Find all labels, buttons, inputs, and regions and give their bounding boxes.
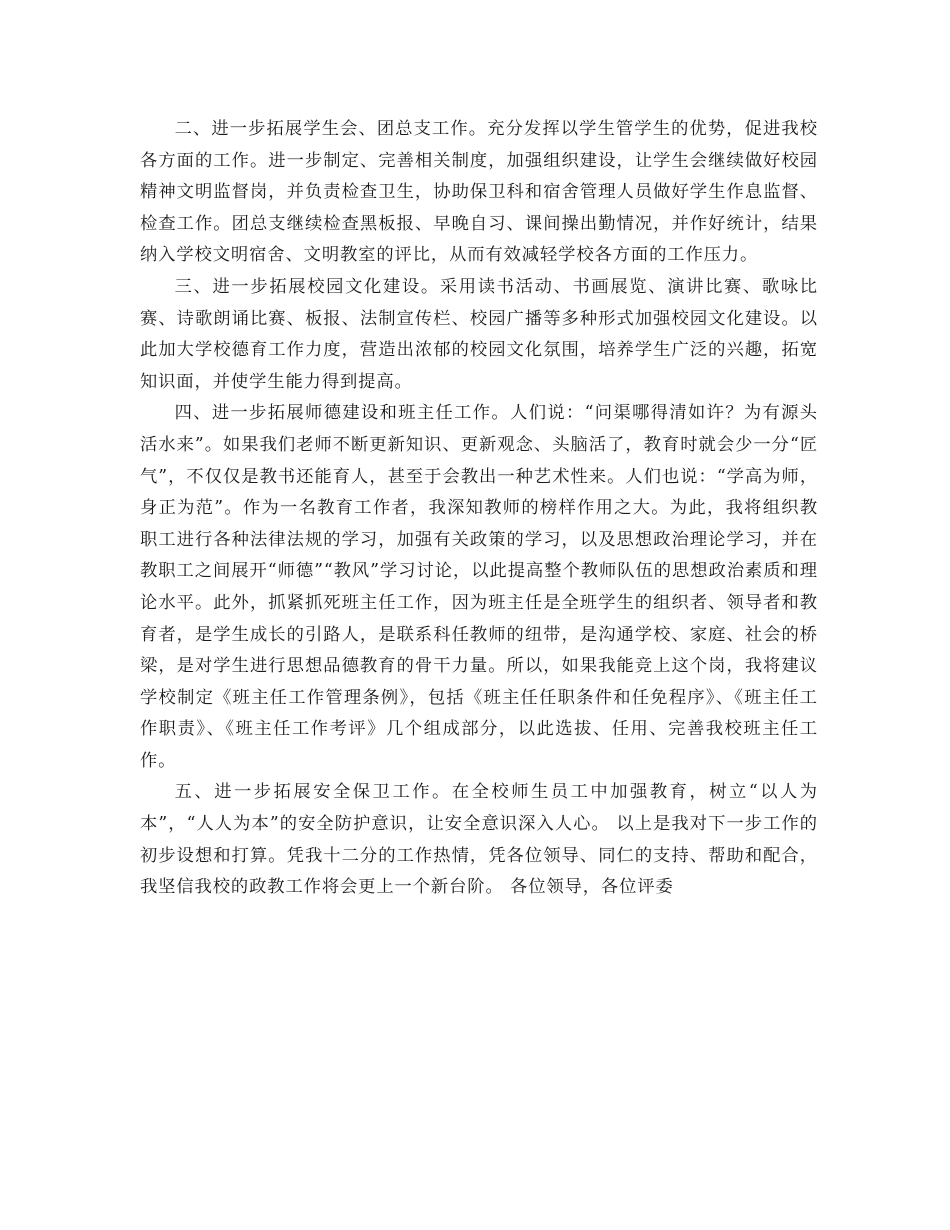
paragraph-campus-culture: 三、进一步拓展校园文化建设。采用读书活动、书画展览、演讲比赛、歌咏比赛、诗歌朗诵比赛、板报、法制宣传栏、校园广播等多种形式加强校园文化建设。以此加大学校德育工作力度，营造出浓郁的校园文化氛围，培养学生广泛的兴趣，拓宽知识面，并使学生能力得到提高。 bbox=[140, 276, 818, 392]
document-body bbox=[140, 114, 818, 904]
paragraph-student-union: 二、进一步拓展学生会、团总支工作。充分发挥以学生管学生的优势，促进我校各方面的工作。进一步制定、完善相关制度，加强组织建设，让学生会继续做好校园精神文明监督岗，并负责检查卫生，协助保卫科和宿舍管理人员做好学生作息监督、检查工作。团总支继续检查黑板报、早晚自习、课间操出勤情况，并作好统计，结果纳入学校文明宿舍、文明教室的评比，从而有效减轻学校各方面的工作压力。 bbox=[140, 119, 818, 266]
paragraph-safety: 五、进一步拓展安全保卫工作。在全校师生员工中加强教育，树立“以人为本”，“人人为本”的安全防护意识，让安全意识深入人心。 以上是我对下一步工作的初步设想和打算。凭我十二分的工作热情，凭各位领导、同仁的支持、帮助和配合，我坚信我校的政教工作将会更上一个新台阶。 各位领导，各位评委 bbox=[140, 782, 818, 898]
paragraph-teacher-ethics: 四、进一步拓展师德建设和班主任工作。人们说：“问渠哪得清如许？为有源头活水来”。如果我们老师不断更新知识、更新观念、头脑活了，教育时就会少一分“匠气”，不仅仅是教书还能育人，甚至于会教出一种艺术性来。人们也说：“学高为师，身正为范”。作为一名教育工作者，我深知教师的榜样作用之大。为此，我将组织教职工进行各种法律法规的学习，加强有关政策的学习，以及思想政治理论学习，并在教职工之间展开“师德”“教风”学习讨论，以此提高整个教师队伍的思想政治素质和理论水平。此外，抓紧抓死班主任工作，因为班主任是全班学生的组织者、领导者和教育者，是学生成长的引路人，是联系科任教师的纽带，是沟通学校、家庭、社会的桥梁，是对学生进行思想品德教育的骨干力量。所以，如果我能竞上这个岗，我将建议学校制定《班主任工作管理条例》，包括《班主任任职条件和任免程序》、《班主任工作职责》、《班主任工作考评》几个组成部分，以此选拔、任用、完善我校班主任工作。 bbox=[140, 403, 818, 771]
